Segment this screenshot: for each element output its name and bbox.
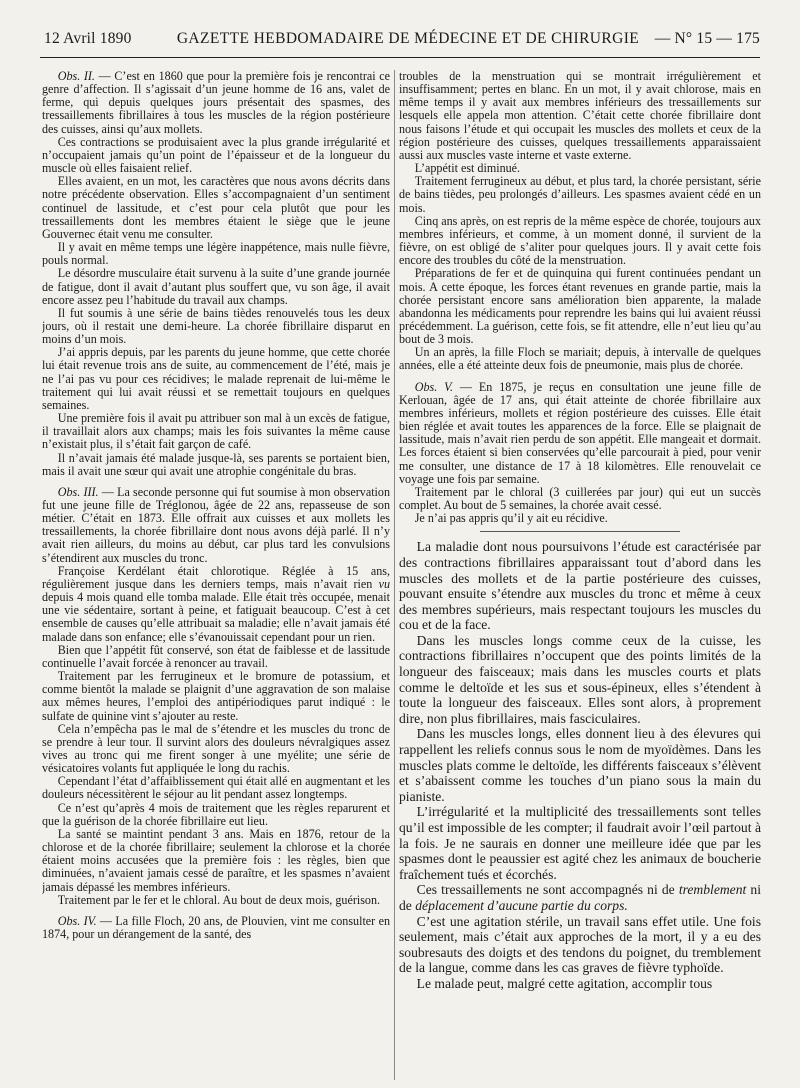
right-column xyxy=(399,70,761,1072)
paragraph: Ce n’est qu’après 4 mois de traitement que les règles reparurent et que la guérison de la chorée fibrillaire eut lieu. xyxy=(42,800,390,828)
paragraph: Dans les muscles longs, elles donnent lieu à des élevures qui rappellent les reliefs connus sous le nom de myoïdèmes. Dans les muscles plats comme le deltoïde, les différents faisceaux s’élèvent et s’abaissent comme les touches d’un piano sous la main du pianiste. xyxy=(399,726,761,804)
paragraph: J’ai appris depuis, par les parents du jeune homme, que cette chorée lui était revenue trois ans de suite, au commencement de l’été, mais je ne l’ai pas vu pour ces récidives; le malade reprenait de lui-même le traitement qui lui avait réussi et se remettait toujours en quelques semaines. xyxy=(42,345,390,412)
paragraph: Traitement par le fer et le chloral. Au bout de deux mois, guérison. xyxy=(57,892,381,907)
paragraph: Traitement ferrugineux au début, et plus tard, la chorée persistant, série de bains tièdes, peu prolongés d’ailleurs. Les spasmes avaient cédé en un mois. xyxy=(399,174,761,215)
paragraph: Il fut soumis à une série de bains tièdes renouvelés tous les deux jours, où il restait une demi-heure. La chorée fibrillaire disparut en moins d’un mois. xyxy=(42,305,390,347)
observation-4-heading: Obs. IV. xyxy=(57,913,97,928)
paragraph: L’irrégularité et la multiplicité des tressaillements sont telles qu’il est impossible de les compter; il faudrait avoir l’œil partout à la fois. Je ne saurais en donner une meilleure idée que par les spasmes dont le peaussier est agité chez les animaux de boucherie fraîchement tués et écorchés. xyxy=(399,804,761,882)
paragraph: Cela n’empêcha pas le mal de s’étendre et les muscles du tronc de se prendre à leur tour. Il survint alors des douleurs névralgiques assez vives au tronc qui me firent songer à une myélite; une série de vésicatoires volants fut appliquée le long du rachis. xyxy=(42,721,390,776)
paragraph: La maladie dont nous poursuivons l’étude est caractérisée par des contractions fibrillaires apparaissant tout d’abord dans les muscles des mollets et de la partie postérieure des cuisses, pouvant ensuite s’étendre aux muscles du tronc et même à ceux des membres supérieurs, mais respectant toujours les muscles du cou et de la face. xyxy=(399,539,761,633)
paragraph: Ces tressaillements ne sont accompagnés ni de tremblement ni de déplacement d’aucune partie du corps. xyxy=(399,882,761,913)
paragraph: Cependant l’état d’affaiblissement qui était allé en augmentant et les douleurs nécessitèrent le séjour au lit pendant assez longtemps. xyxy=(42,774,390,802)
observation-block xyxy=(399,70,761,525)
paragraph: Le malade peut, malgré cette agitation, accomplir tous xyxy=(416,975,713,991)
paragraph: Traitement par les ferrugineux et le bromure de potassium, et comme bientôt la malade se plaignit d’une aggravation de son malaise aux mêmes heures, l’emploi des antipériodiques parut indiqué : le sulfate de quinine vint s’ajouter au reste. xyxy=(42,669,390,723)
paragraph: Elles avaient, en un mot, les caractères que nous avons décrits dans notre précédente observation. Elles s’accompagnaient d’un sentiment continuel de lassitude, et c’est pour cela plutôt que pour les tressaillements dont les membres étaient le siège que le jeune Gouvernec était venu me consulter. xyxy=(42,174,390,241)
issue-date: 12 Avril 1890 xyxy=(44,30,132,47)
paragraph: C’est une agitation stérile, un travail sans effet utile. Une fois seulement, mais c’était aux approches de la mort, il y a eu des soubresauts des doigts et des tendons du poignet, du tremblement de la langue, comme dans les cas graves de fièvre typhoïde. xyxy=(399,913,761,976)
paragraph: Traitement par le chloral (3 cuillerées par jour) qui eut un succès complet. Au bout de 5 semaines, la chorée avait cessé. xyxy=(399,484,761,512)
paragraph: Préparations de fer et de quinquina qui furent continuées pendant un mois. A cette époque, les forces étant revenues en grande partie, mais la chorée persistant encore sans amélioration bien apparente, la malade abandonna les médicaments pour reprendre les bains qui lui avaient réussi précédemment. La guérison, cette fois, se fit attendre, elle n’eut lieu qu’au bout de 3 mois. xyxy=(399,266,761,347)
column-divider xyxy=(394,70,395,1080)
observation-2-heading: Obs. II. xyxy=(57,70,95,83)
header-rule xyxy=(40,57,760,58)
running-head xyxy=(36,30,760,54)
observation-4-paragraph: Obs. IV. — La fille Floch, 20 ans, de Plouvien, vint me consulter en 1874, pour un dérangement de la santé, des xyxy=(42,913,390,941)
paragraph: Bien que l’appétit fût conservé, son état de faiblesse et de lassitude continuelle l’avait forcée à renoncer au travail. xyxy=(42,642,390,670)
paragraph: Il y avait en même temps une légère inappétence, mais nulle fièvre, pouls normal. xyxy=(42,240,390,268)
paragraph: Cinq ans après, on est repris de la même espèce de chorée, toujours aux membres inférieurs, et comme, à un moment donné, il survient de la fièvre, on est obligé de s’aliter pour quelques jours. Il y avait cette fois encore des troubles du côté de la menstruation. xyxy=(399,213,761,268)
paragraph: Une première fois il avait pu attribuer son mal à un excès de fatigue, il travaillait alors aux champs; mais les fois suivantes la même cause n’existait plus, il s’était fait garçon de café. xyxy=(42,411,390,452)
paragraph: Ces contractions se produisaient avec la plus grande irrégularité et n’occupaient jamais qu’un point de l’épaisseur et de la longueur du muscle où elles faisaient relief. xyxy=(42,134,390,176)
paragraph: Il n’avait jamais été malade jusque-là, ses parents se portaient bien, mais il avait une sœur qui avait une atrophie congénitale du bras. xyxy=(42,450,390,478)
paragraph: L’appétit est diminué. xyxy=(414,161,521,176)
paragraph: La santé se maintint pendant 3 ans. Mais en 1876, retour de la chlorose et de la chorée fibrillaire; seulement la chlorose et la chorée étaient moins accusées que la première fois : les règles, bien que diminuées, n’avaient jamais cessé de paraître, et les spasmes n’avaient jamais dépassé les membres inférieurs. xyxy=(42,826,390,894)
observation-5-heading: Obs. V. xyxy=(414,379,453,394)
paragraph: Françoise Kerdélant était chlorotique. Réglée à 15 ans, régulièrement jusque dans les derniers temps, mais n’avait rien vu depuis 4 mois quand elle tomba malade. Elle était très occupée, menait une vie sédentaire, sortant à peine, et fatiguait beaucoup. C’est à cet ensemble de causes qu’elle attribuait sa maladie; elle n’avait jamais été malade dans son enfance; elle s’évanouissait cependant pour un rien. xyxy=(42,563,390,644)
journal-title: GAZETTE HEBDOMADAIRE DE MÉDECINE ET DE CHIRURGIE xyxy=(176,30,640,47)
discussion-block xyxy=(399,539,761,991)
left-column xyxy=(42,70,390,1072)
paragraph: Le désordre musculaire était survenu à la suite d’une grande journée de fatigue, dont il avait d’autant plus souffert que, vu son âge, il avait encore assez peu l’habitude du travail aux champs. xyxy=(42,266,390,307)
observation-3-paragraph: Obs. III. — La seconde personne qui fut soumise à mon observation fut une jeune fille de Tréglonou, âgée de 22 ans, repasseuse de son métier. C’était en 1873. Elle offrait aux cuisses et aux mollets les tressaillements, la chorée fibrillaire dont nous avons déjà parlé. Il n’y avait rien ailleurs, du moins au début, car plus tard les convulsions s’étendirent aux muscles du tronc. xyxy=(42,484,390,565)
section-rule xyxy=(480,531,680,532)
paragraph: Je n’ai pas appris qu’il y ait eu récidive. xyxy=(414,511,608,526)
observation-5-paragraph: Obs. V. — En 1875, je reçus en consultation une jeune fille de Kerlouan, âgée de 17 ans, qui était atteinte de chorée fibrillaire aux membres inférieurs, mollets et région postérieure des cuisses. Elle était bien réglée et avait toutes les apparences de la force. Elle se plaignait de lassitude, mais n’avait rien perdu de son appétit. Elle mangeait et dormait. Les forces étaient si bien conservées qu’elle parcourait à pied, pour venir me consulter, une distance de 17 à 18 kilomètres. Elle renouvelait ce voyage une fois par semaine. xyxy=(399,379,761,486)
page-number: — N° 15 — 175 xyxy=(654,30,760,47)
observation-2-paragraph: Obs. II. — C’est en 1860 que pour la première fois je rencontrai ce genre d’affection. Il s’agissait d’un jeune homme de 16 ans, valet de ferme, qui depuis quelques jours présentait des spasmes, des tressaillements fibrillaires à tous les muscles de la région postérieure des cuisses, ainsi qu’aux mollets. xyxy=(42,70,390,136)
observation-3-heading: Obs. III. xyxy=(57,484,99,499)
paragraph: troubles de la menstruation qui se montrait irrégulièrement et insuffisamment; pertes en blanc. En un mot, il y avait chlorose, mais en même temps il y avait aux membres inférieurs des tressaillements sur lesquels elle appela mon attention. C’était cette chorée fibrillaire dont nous faisons l’étude et qui occupait les muscles des mollets et ceux de la région postérieure des cuisses, quelques tressaillements apparaissaient aussi aux muscles vaste interne et vaste externe. xyxy=(399,70,761,162)
paragraph: Un an après, la fille Floch se mariait; depuis, à intervalle de quelques années, elle a été atteinte deux fois de pneumonie, mais plus de chorée. xyxy=(399,345,761,373)
paragraph: Dans les muscles longs comme ceux de la cuisse, les contractions fibrillaires n’occupent que des points limités de la longueur des faisceaux; mais dans les muscles courts et plats comme le deltoïde et les sus et sous-épineux, elles s’étendent à toute la longueur des faisceaux. Elles sont alors, à proprement dire, non plus fibrillaires, mais fasciculaires. xyxy=(399,632,761,726)
